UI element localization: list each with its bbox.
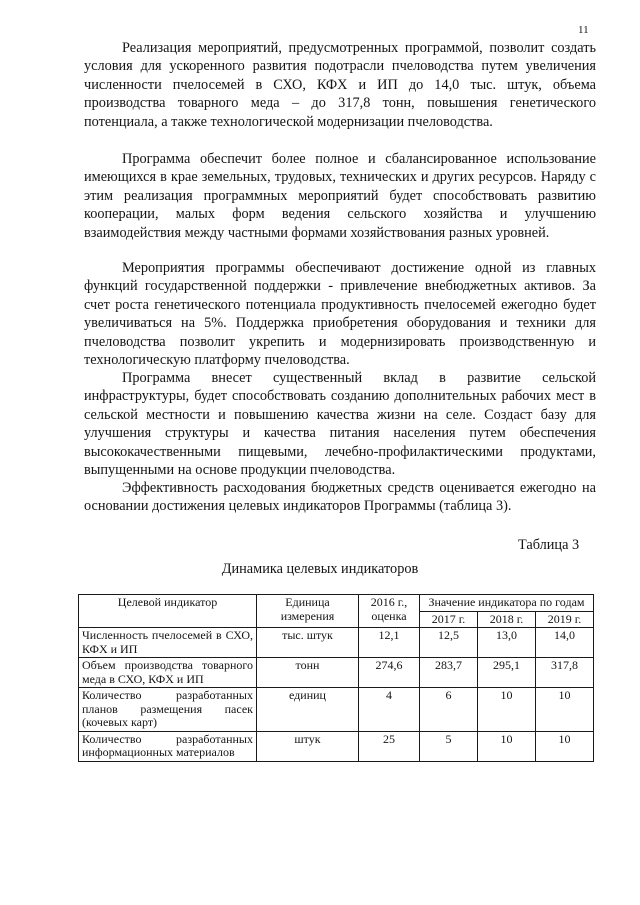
paragraph-budget-efficiency: Эффективность расходования бюджетных средств оценивается ежегодно на основании достижения целевых индикаторов Программы (таблица 3). bbox=[84, 480, 596, 515]
paragraph-state-support: Мероприятия программы обеспечивают достижение одной из главных функций государственной поддержки - привлечение внебюджетных активов. За счет роста генетического потенциала продуктивность пчелосемей ежегодно будет увеличиваться на 5%. Поддержка приобретения оборудования и техники для пчеловодства позволит укрепить и модернизировать производственную и технологическую платформу пчеловодства. bbox=[84, 260, 596, 369]
cell-2019: 14,0 bbox=[536, 628, 594, 658]
paragraph-program-results: Реализация мероприятий, предусмотренных программой, позволит создать условия для ускоренного развития подотрасли пчеловодства путем увеличения численности пчелосемей в СХО, КФХ и ИП до 14,0 тыс. штук, объема производства товарного меда – до 317,8 тонн, повышения генетического потенциала, а также технологической модернизации пчеловодства. bbox=[84, 40, 596, 130]
table-title: Динамика целевых индикаторов bbox=[221, 561, 419, 577]
cell-indicator: Объем производства товарного меда в СХО, КФХ и ИП bbox=[79, 658, 257, 688]
header-unit: Единица измерения bbox=[257, 595, 359, 628]
cell-indicator: Количество разработанных планов размещения пасек (кочевых карт) bbox=[79, 688, 257, 732]
page-number: 11 bbox=[578, 24, 589, 36]
cell-2017: 5 bbox=[420, 731, 478, 761]
cell-base: 274,6 bbox=[359, 658, 420, 688]
table-row bbox=[79, 731, 594, 761]
cell-unit: тонн bbox=[257, 658, 359, 688]
cell-2018: 10 bbox=[478, 731, 536, 761]
header-year-2019: 2019 г. bbox=[536, 611, 594, 628]
cell-2018: 295,1 bbox=[478, 658, 536, 688]
paragraph-rural-infrastructure: Программа внесет существенный вклад в развитие сельской инфраструктуры, будет способствовать созданию дополнительных рабочих мест в сельской местности и повышению качества жизни на селе. Создаст базу для улучшения структуры и качества питания населения путем обеспечения высококачественными пищевыми, лечебно-профилактическими продуктами, выпущенными на основе продукции пчеловодства. bbox=[84, 370, 596, 479]
cell-base: 4 bbox=[359, 688, 420, 732]
header-base-year: 2016 г., оценка bbox=[359, 595, 420, 628]
header-year-2017: 2017 г. bbox=[420, 611, 478, 628]
cell-2017: 283,7 bbox=[420, 658, 478, 688]
cell-2018: 10 bbox=[478, 688, 536, 732]
cell-unit: штук bbox=[257, 731, 359, 761]
header-values-by-year: Значение индикатора по годам bbox=[420, 595, 594, 612]
cell-2019: 10 bbox=[536, 731, 594, 761]
paragraph-resource-use: Программа обеспечит более полное и сбалансированное использование имеющихся в крае земельных, трудовых, технических и других ресурсов. Наряду с этим реализация программных мероприятий будет способствовать развитию кооперации, малых форм ведения сельского хозяйства и улучшению взаимодействия между частными формами хозяйствования разных уровней. bbox=[84, 151, 596, 241]
cell-base: 12,1 bbox=[359, 628, 420, 658]
table-row bbox=[79, 628, 594, 658]
cell-indicator: Численность пчелосемей в СХО, КФХ и ИП bbox=[79, 628, 257, 658]
table-row bbox=[79, 688, 594, 732]
table-row bbox=[79, 658, 594, 688]
indicators-table bbox=[78, 594, 594, 762]
cell-base: 25 bbox=[359, 731, 420, 761]
table-caption: Таблица 3 bbox=[518, 537, 580, 553]
header-indicator: Целевой индикатор bbox=[79, 595, 257, 628]
cell-unit: тыс. штук bbox=[257, 628, 359, 658]
cell-unit: единиц bbox=[257, 688, 359, 732]
cell-2019: 317,8 bbox=[536, 658, 594, 688]
cell-indicator: Количество разработанных информационных материалов bbox=[79, 731, 257, 761]
table-header-row bbox=[79, 595, 594, 612]
header-year-2018: 2018 г. bbox=[478, 611, 536, 628]
cell-2019: 10 bbox=[536, 688, 594, 732]
cell-2018: 13,0 bbox=[478, 628, 536, 658]
cell-2017: 12,5 bbox=[420, 628, 478, 658]
cell-2017: 6 bbox=[420, 688, 478, 732]
